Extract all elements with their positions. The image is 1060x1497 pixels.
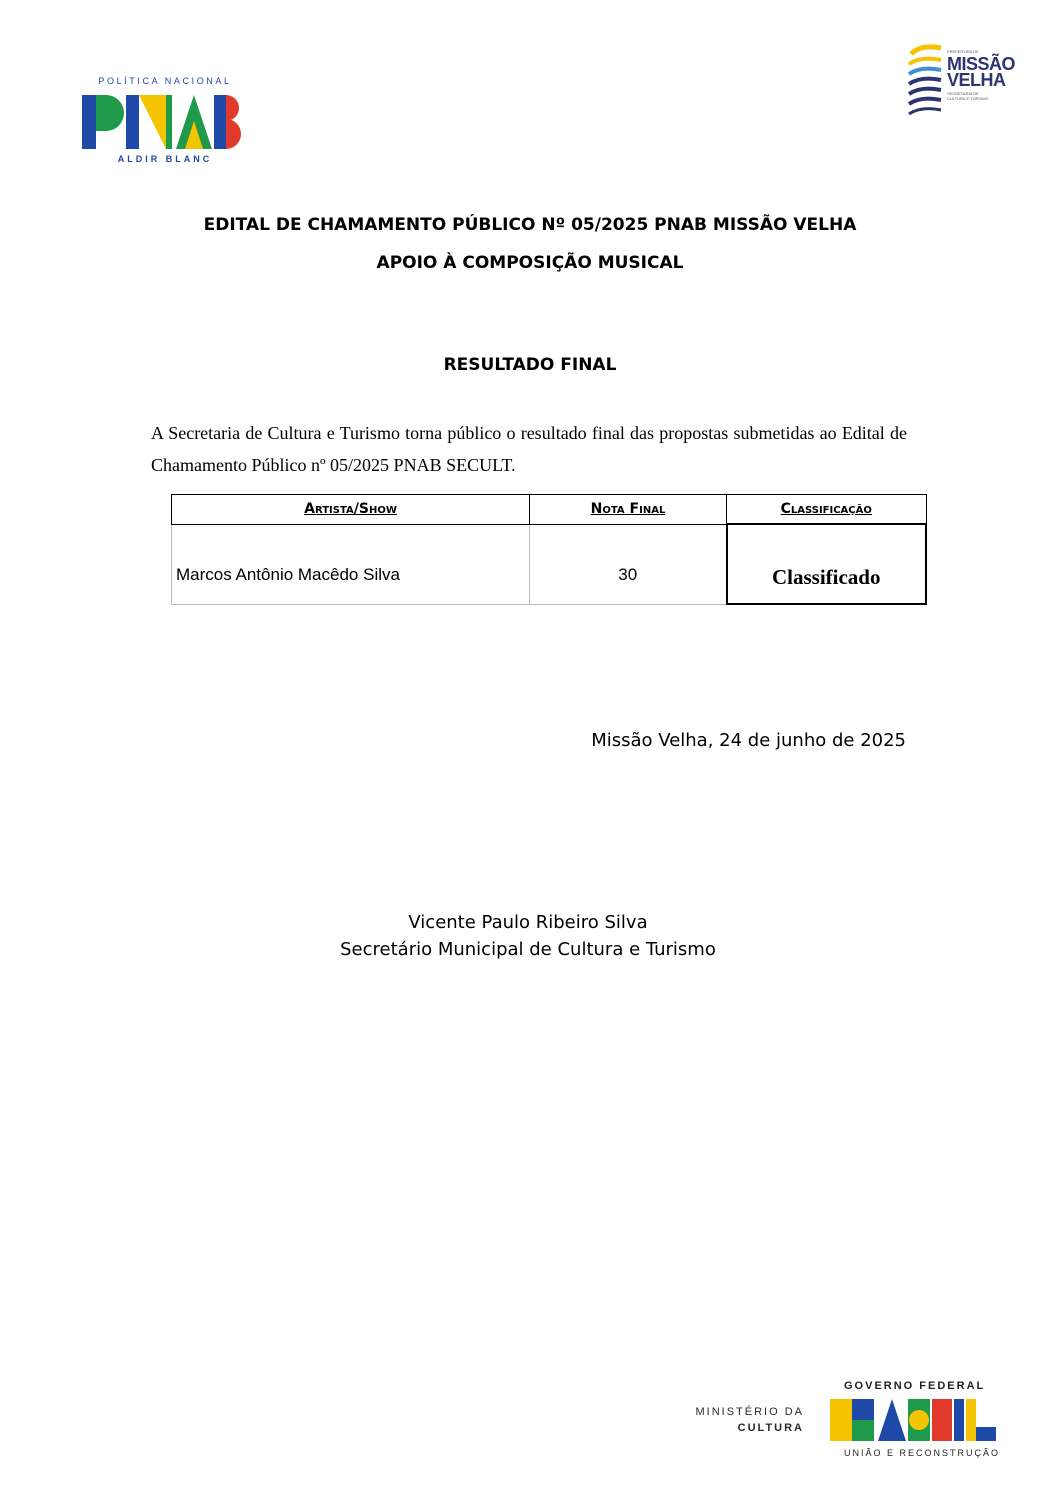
table-header-row [172,495,927,525]
signatory-role: Secretário Municipal de Cultura e Turismo [340,939,716,960]
cell-score: 30 [530,524,727,604]
section-title: RESULTADO FINAL [443,355,617,375]
missao-velha-pre-text: PREFEITURA DE [947,49,979,54]
missao-velha-wave-icon [905,40,947,118]
pnab-logo [80,76,252,168]
document-title-line2: APOIO À COMPOSIÇÃO MUSICAL [376,253,684,273]
place-date: Missão Velha, 24 de junho de 2025 [591,730,906,751]
column-header-score: Nota Final [530,495,727,525]
ministerio-line1: MINISTÉRIO DA [695,1406,804,1418]
results-table [171,494,927,605]
governo-bottom-text: UNIÃO E RECONSTRUÇÃO [844,1448,1001,1458]
ministerio-line2: CULTURA [737,1422,804,1434]
table-row [172,524,927,604]
column-header-status: Classificação [727,495,927,525]
missao-velha-sub-line1: SECRETARIA DE [947,91,979,96]
brasil-logo-mark [828,1397,1000,1443]
pnab-logo-top-text: POLÍTICA NACIONAL [98,76,232,86]
missao-velha-logo [905,40,1020,120]
governo-top-text: GOVERNO FEDERAL [844,1380,986,1392]
column-header-artist: Artista/Show [172,495,530,525]
governo-federal-logo [828,1380,1000,1462]
document-title-line1: EDITAL DE CHAMAMENTO PÚBLICO Nº 05/2025 PNAB MISSÃO VELHA [203,215,857,235]
missao-velha-title-line1: MISSÃO [947,54,1016,74]
intro-paragraph: A Secretaria de Cultura e Turismo torna público o resultado final das propostas submetidas ao Edital de Chamamento Público nº 05/2025 PNAB SECULT. [151,423,907,475]
signatory-name: Vicente Paulo Ribeiro Silva [408,912,648,933]
cell-status: Classificado [727,524,927,604]
missao-velha-sub-text [947,91,989,101]
ministerio-cultura-logo [688,1404,804,1436]
pnab-logo-mark [80,93,252,151]
missao-velha-title-line2: VELHA [947,70,1006,90]
pnab-logo-bottom-text: ALDIR BLANC [117,154,213,164]
cell-artist: Marcos Antônio Macêdo Silva [172,524,530,604]
missao-velha-title [947,56,1015,88]
missao-velha-sub-line2: CULTURA E TURISMO [947,96,989,101]
